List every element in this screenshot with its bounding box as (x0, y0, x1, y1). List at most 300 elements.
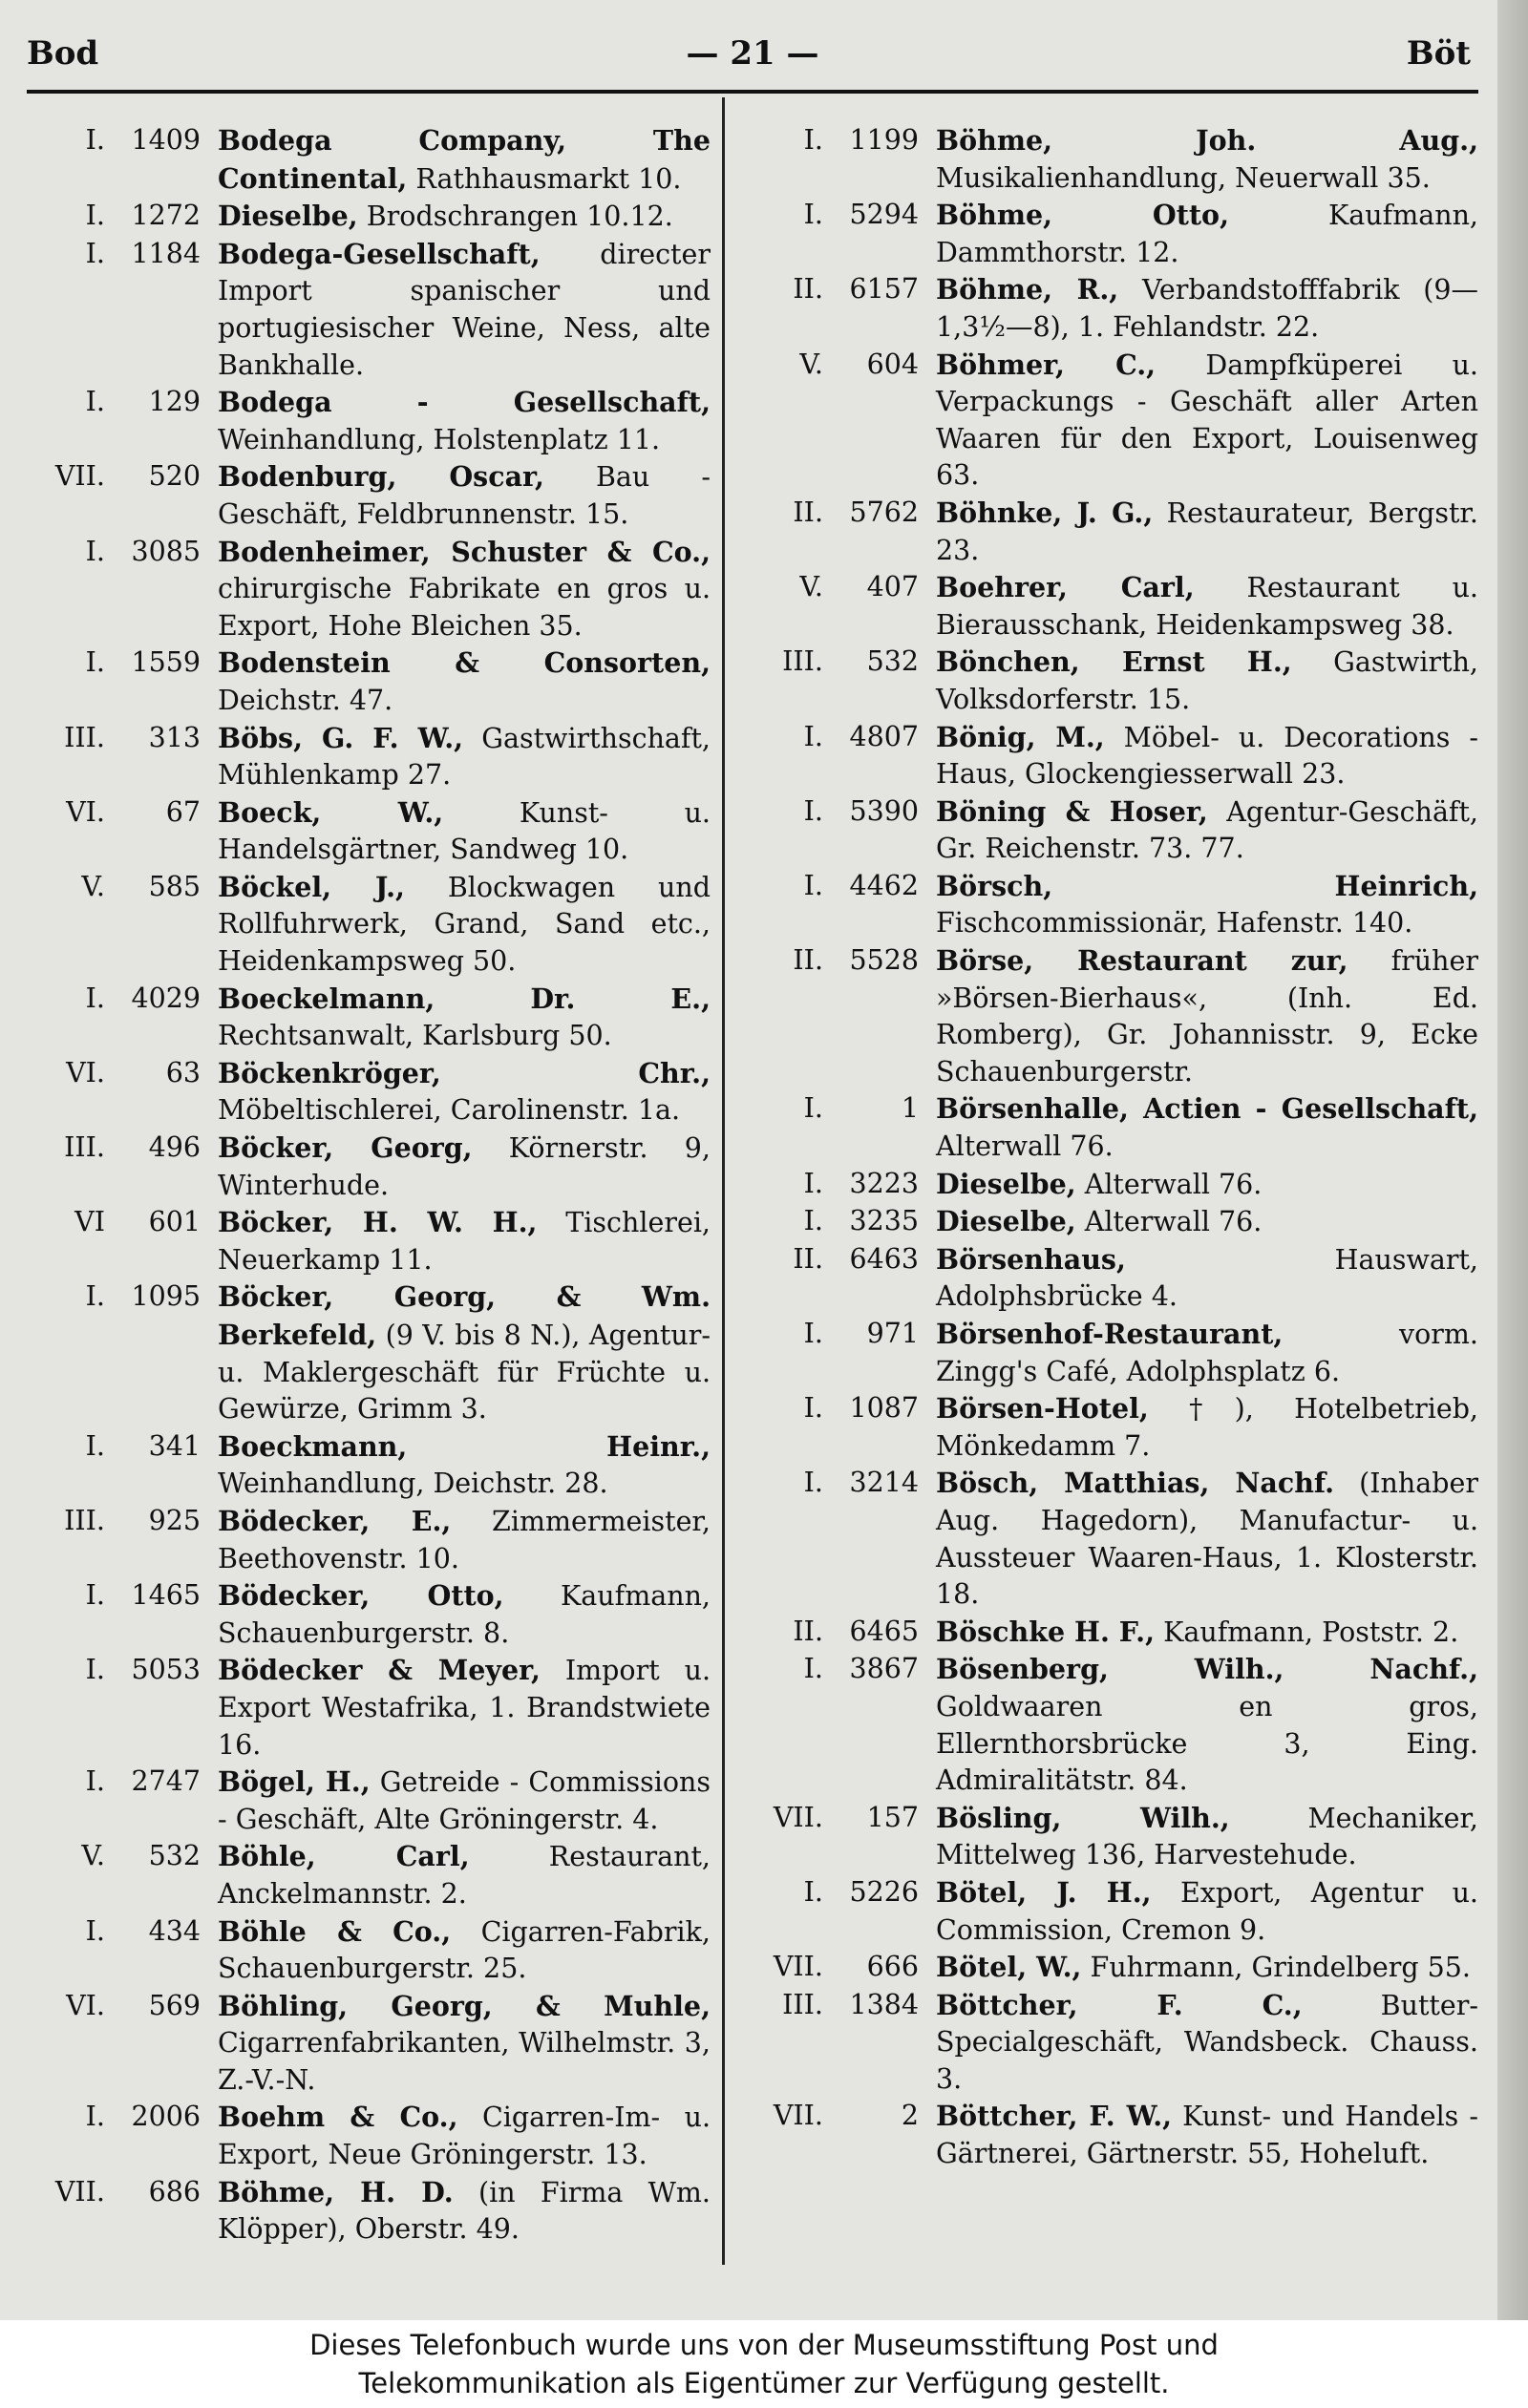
subscriber-name: Börsch, Heinrich, (936, 869, 1478, 902)
subscriber-name: Bodenheimer, Schuster & Co., (218, 535, 711, 568)
subscriber-name: Dieselbe, (936, 1205, 1076, 1238)
column-divider (722, 97, 725, 2265)
subscriber-number: 5294 (849, 199, 919, 231)
subscriber-details: Cigarren-Fabrik, Schauenburgerstr. 25. (218, 1915, 711, 1985)
directory-entry (27, 384, 711, 458)
entry-text (936, 1390, 1478, 1465)
header-right-keyword: Böt (1406, 34, 1471, 73)
exchange-district: I. (85, 982, 105, 1014)
directory-entry (27, 720, 711, 794)
subscriber-name: Bodega - Gesellschaft, (218, 386, 711, 419)
left-column (27, 122, 711, 2249)
entry-text (218, 1913, 711, 1988)
phone-number (737, 1390, 936, 1465)
phone-number (27, 2174, 218, 2249)
subscriber-number: 3235 (849, 1205, 919, 1237)
subscriber-name: Böhme, Otto, (936, 199, 1229, 232)
exchange-district: I. (85, 1280, 105, 1313)
subscriber-details: Restaurant u. Bierausschank, Heidenkampsweg 38. (936, 572, 1478, 641)
directory-entry (27, 1652, 711, 1764)
exchange-district: I. (85, 1765, 105, 1798)
directory-entry (27, 644, 711, 719)
exchange-district: VII. (54, 2175, 105, 2207)
subscriber-details: (Inhaber Aug. Hagedorn), Manufactur- u. Aussteuer Waaren-Haus, 1. Klosterstr. 18. (936, 1468, 1478, 1611)
subscriber-number: 971 (866, 1318, 919, 1349)
exchange-district: I. (803, 1653, 823, 1685)
entry-text (218, 981, 711, 1055)
directory-entry (737, 1166, 1478, 1204)
subscriber-details: Getreide - Commissions - Geschäft, Alte Gröningerstr. 4. (218, 1766, 711, 1835)
phone-number (27, 1838, 218, 1912)
phone-number (27, 2099, 218, 2173)
subscriber-details: Zimmermeister, Beethovenstr. 10. (218, 1505, 711, 1574)
entry-text (218, 2099, 711, 2173)
subscriber-details: Kaufmann, Schauenburgerstr. 8. (218, 1580, 711, 1649)
exchange-district: I. (803, 1092, 823, 1125)
exchange-district: VI. (66, 1056, 105, 1088)
directory-entry (27, 1204, 711, 1278)
directory-entry (737, 1090, 1478, 1165)
subscriber-details: Kaufmann, Dammthorstr. 12. (936, 200, 1478, 268)
subscriber-name: Bönchen, Ernst H., (936, 645, 1292, 679)
exchange-district: I. (85, 646, 105, 679)
phone-number (27, 1278, 218, 1427)
subscriber-number: 1199 (849, 124, 919, 156)
entry-text (218, 2174, 711, 2249)
subscriber-name: Böhling, Georg, & Muhle, (218, 1989, 711, 2022)
directory-entry (737, 1316, 1478, 1390)
entry-text (218, 794, 711, 869)
directory-entry (27, 458, 711, 533)
subscriber-number: 4462 (849, 869, 919, 901)
directory-entry (737, 644, 1478, 718)
subscriber-number: 5390 (849, 794, 919, 827)
header-left-keyword: Bod (27, 34, 99, 73)
entry-text (218, 534, 711, 645)
subscriber-name: Börse, Restaurant zur, (936, 944, 1348, 978)
subscriber-number: 434 (148, 1914, 201, 1947)
subscriber-name: Böschke H. F., (936, 1615, 1156, 1648)
exchange-district: I. (85, 1579, 105, 1612)
directory-entry (737, 793, 1478, 868)
subscriber-name: Bodenburg, Oscar, (218, 460, 544, 494)
phone-number (737, 1614, 936, 1652)
exchange-district: III. (64, 1131, 105, 1164)
subscriber-number: 532 (148, 1840, 201, 1872)
subscriber-details: chirurgische Fabrikate en gros u. Export, Hohe Bleichen 35. (218, 573, 711, 642)
entry-text (936, 122, 1478, 197)
entry-text (936, 1203, 1478, 1241)
subscriber-number: 1087 (849, 1392, 919, 1425)
subscriber-name: Böckenkröger, Chr., (218, 1056, 711, 1089)
subscriber-number: 3223 (849, 1167, 919, 1199)
phone-number (737, 1166, 936, 1204)
subscriber-number: 496 (148, 1131, 201, 1164)
subscriber-details: Möbel- u. Decorations - Haus, Glockengiesserwall 23. (936, 721, 1478, 791)
subscriber-details: Verbandstofffabrik (9—1,3½—8), 1. Fehlandstr. 22. (936, 274, 1479, 343)
directory-entry (27, 869, 711, 981)
subscriber-details: Möbeltischlerei, Carolinenstr. 1a. (218, 1094, 681, 1127)
exchange-district: II. (793, 273, 823, 306)
entry-text (936, 271, 1478, 346)
subscriber-details: Mechaniker, Mittelweg 136, Harvestehude. (936, 1802, 1478, 1871)
phone-number (27, 1764, 218, 1838)
entry-text (218, 1577, 711, 1652)
exchange-district: II. (793, 1615, 823, 1647)
entry-text (218, 1130, 711, 1204)
subscriber-name: Böhle, Carl, (218, 1840, 470, 1873)
subscriber-name: Bötel, W., (936, 1951, 1082, 1984)
phone-number (737, 942, 936, 1090)
directory-entry (27, 1838, 711, 1912)
exchange-district: I. (85, 237, 105, 269)
entry-text (936, 1614, 1478, 1652)
entry-text (218, 869, 711, 981)
footer-line-2: Telekommunikation als Eigentümer zur Verfügung gestellt. (358, 2367, 1170, 2399)
subscriber-name: Boehrer, Carl, (936, 571, 1195, 604)
subscriber-number: 63 (165, 1056, 201, 1088)
phone-number (737, 1651, 936, 1799)
phone-number (737, 1316, 936, 1390)
directory-entry (27, 1577, 711, 1652)
subscriber-number: 2747 (131, 1765, 201, 1798)
subscriber-number: 129 (148, 386, 201, 418)
subscriber-details: Kunst- und Handels - Gärtnerei, Gärtnerstr. 55, Hoheluft. (936, 2101, 1478, 2170)
phone-number (737, 122, 936, 197)
directory-entry (27, 1988, 711, 2100)
subscriber-number: 3867 (849, 1653, 919, 1685)
exchange-district: II. (793, 496, 823, 528)
phone-number (737, 1465, 936, 1613)
page-header (27, 27, 1478, 80)
phone-number (27, 1428, 218, 1503)
subscriber-name: Boehm & Co., (218, 2101, 458, 2134)
subscriber-details: Alterwall 76. (1075, 1168, 1263, 1200)
subscriber-number: 2 (901, 2100, 919, 2132)
subscriber-name: Böhme, R., (936, 273, 1119, 306)
phone-number (27, 720, 218, 794)
subscriber-name: Bögel, H., (218, 1765, 371, 1799)
phone-number (737, 868, 936, 942)
entry-text (936, 719, 1478, 793)
subscriber-details: Bau - Geschäft, Feldbrunnenstr. 15. (218, 461, 711, 530)
subscriber-name: Boeckmann, Heinr., (218, 1429, 711, 1463)
exchange-district: III. (64, 721, 105, 753)
entry-text (936, 495, 1478, 569)
subscriber-details: Rechtsanwalt, Karlsburg 50. (218, 1020, 612, 1052)
directory-entry (737, 271, 1478, 346)
entry-text (218, 644, 711, 719)
phone-number (27, 794, 218, 869)
subscriber-details: Alterwall 76. (936, 1130, 1114, 1163)
exchange-district: II. (793, 944, 823, 977)
directory-entry (737, 1800, 1478, 1874)
subscriber-details: Goldwaaren en gros, Ellernthorsbrücke 3, Eing. Admiralitätstr. 84. (936, 1690, 1478, 1797)
entry-text (936, 1465, 1478, 1613)
directory-entry (737, 347, 1478, 495)
exchange-district: I. (803, 124, 823, 156)
subscriber-details: Alterwall 76. (1075, 1206, 1263, 1238)
subscriber-name: Böning & Hoser, (936, 794, 1208, 828)
entry-text (936, 1651, 1478, 1799)
exchange-district: I. (803, 720, 823, 752)
subscriber-number: 1095 (131, 1280, 201, 1313)
entry-text (218, 1428, 711, 1503)
directory-entry (27, 1428, 711, 1503)
subscriber-name: Bösling, Wilh., (936, 1801, 1230, 1834)
exchange-district: I. (85, 386, 105, 418)
subscriber-number: 1272 (131, 200, 201, 232)
entry-text (218, 236, 711, 384)
subscriber-details: Blockwagen und Rollfuhrwerk, Grand, Sand etc., Heidenkampsweg 50. (218, 871, 711, 978)
subscriber-number: 1384 (849, 1988, 919, 2020)
subscriber-number: 520 (148, 460, 201, 493)
subscriber-number: 585 (148, 870, 201, 902)
exchange-district: V. (81, 1840, 105, 1872)
subscriber-name: Börsenhalle, Actien - Gesellschaft, (936, 1092, 1478, 1126)
subscriber-details: Musikalienhandlung, Neuerwall 35. (936, 161, 1431, 194)
exchange-district: V. (81, 870, 105, 902)
subscriber-number: 666 (866, 1951, 919, 1983)
footer-line-1: Dieses Telefonbuch wurde uns von der Museumsstiftung Post und (309, 2329, 1219, 2361)
subscriber-details: Cigarren-Im- u. Export, Neue Gröningerstr. 13. (218, 2102, 711, 2171)
phone-number (737, 1241, 936, 1316)
subscriber-name: Bodega-Gesellschaft, (218, 237, 541, 270)
exchange-district: I. (85, 1654, 105, 1686)
phone-number (737, 644, 936, 718)
entry-text (218, 1988, 711, 2100)
subscriber-details: Kaufmann, Poststr. 2. (1155, 1616, 1459, 1648)
subscriber-name: Böckel, J., (218, 870, 405, 903)
entry-text (936, 2098, 1478, 2172)
subscriber-details: Kunst- u. Handelsgärtner, Sandweg 10. (218, 796, 711, 866)
entry-text (936, 1090, 1478, 1165)
directory-entry (27, 198, 711, 236)
subscriber-number: 5226 (849, 1875, 919, 1908)
subscriber-number: 341 (148, 1429, 201, 1462)
entry-text (218, 1278, 711, 1427)
directory-entry (737, 1390, 1478, 1465)
subscriber-name: Boeck, W., (218, 795, 444, 829)
phone-number (737, 495, 936, 569)
exchange-district: VI. (66, 795, 105, 828)
subscriber-name: Bödecker, E., (218, 1504, 452, 1537)
subscriber-name: Böcker, H. W. H., (218, 1206, 538, 1239)
phone-number (27, 1913, 218, 1988)
directory-entry (27, 1503, 711, 1577)
subscriber-name: Böcker, Georg, & Wm. Berkefeld, (218, 1280, 711, 1351)
directory-entry (737, 2098, 1478, 2172)
subscriber-number: 407 (866, 571, 919, 603)
subscriber-number: 6463 (849, 1242, 919, 1275)
exchange-district: III. (64, 1504, 105, 1536)
subscriber-details: Hauswart, Adolphsbrücke 4. (936, 1243, 1478, 1313)
exchange-district: I. (803, 1167, 823, 1199)
directory-entry (737, 495, 1478, 569)
exchange-district: I. (803, 1467, 823, 1499)
subscriber-details: Rathhausmarkt 10. (407, 162, 682, 195)
exchange-district: VI. (66, 1989, 105, 2021)
subscriber-details: (9 V. bis 8 N.), Agentur- u. Maklergeschäft für Früchte u. Gewürze, Grimm 3. (218, 1320, 711, 1426)
subscriber-details: Weinhandlung, Deichstr. 28. (218, 1468, 608, 1500)
entry-text (936, 569, 1478, 644)
directory-entry (27, 1278, 711, 1427)
directory-entry (27, 1764, 711, 1838)
subscriber-details: (in Firma Wm. Klöpper), Oberstr. 49. (218, 2176, 711, 2246)
subscriber-details: Fischcommissionär, Hafenstr. 140. (936, 907, 1413, 940)
entry-text (218, 1503, 711, 1577)
subscriber-number: 1409 (131, 124, 201, 156)
page-edge-shadow (1497, 0, 1528, 2320)
exchange-district: VII. (773, 1801, 823, 1833)
subscriber-number: 4807 (849, 720, 919, 752)
right-column (737, 122, 1478, 2173)
subscriber-name: Bönig, M., (936, 720, 1105, 753)
phone-number (737, 271, 936, 346)
phone-number (27, 1055, 218, 1130)
phone-number (27, 1652, 218, 1764)
entry-text (936, 347, 1478, 495)
subscriber-name: Bösenberg, Wilh., Nachf., (936, 1653, 1478, 1686)
exchange-district: I. (85, 2101, 105, 2133)
directory-entry (737, 197, 1478, 271)
subscriber-details: früher »Börsen-Bierhaus«, (Inh. Ed. Romberg), Gr. Johannisstr. 9, Ecke Schauenburgerstr. (936, 945, 1478, 1088)
exchange-district: I. (803, 1875, 823, 1908)
entry-text (218, 720, 711, 794)
subscriber-details: Brodschrangen 10.12. (357, 201, 673, 233)
subscriber-name: Boeckelmann, Dr. E., (218, 982, 711, 1015)
subscriber-number: 604 (866, 348, 919, 380)
phone-number (737, 197, 936, 271)
subscriber-number: 601 (148, 1206, 201, 1238)
subscriber-details: Cigarrenfabrikanten, Wilhelmstr. 3, Z.-V.-N. (218, 2027, 711, 2096)
directory-entry (27, 2099, 711, 2173)
exchange-district: I. (85, 1914, 105, 1947)
subscriber-number: 686 (148, 2175, 201, 2207)
directory-entry (27, 1913, 711, 1988)
entry-text (936, 1166, 1478, 1204)
subscriber-name: Böhnke, J. G., (936, 496, 1154, 529)
entry-text (218, 1838, 711, 1912)
directory-entry (27, 1055, 711, 1130)
directory-entry (737, 569, 1478, 644)
subscriber-number: 157 (866, 1801, 919, 1833)
phone-number (27, 236, 218, 384)
directory-entry (737, 1987, 1478, 2099)
subscriber-details: Gastwirth, Volksdorferstr. 15. (936, 646, 1478, 715)
subscriber-name: Böhme, H. D. (218, 2175, 454, 2208)
phone-number (27, 869, 218, 981)
exchange-district: I. (85, 1429, 105, 1462)
directory-entry (737, 1874, 1478, 1949)
subscriber-number: 1559 (131, 646, 201, 679)
phone-number (27, 1503, 218, 1577)
subscriber-name: Börsen-Hotel, (936, 1392, 1149, 1426)
subscriber-number: 4029 (131, 982, 201, 1014)
phone-number (737, 1090, 936, 1165)
subscriber-name: Börsenhof-Restaurant, (936, 1318, 1284, 1350)
exchange-district: I. (85, 124, 105, 156)
exchange-district: III. (782, 1988, 823, 2020)
subscriber-name: Böcker, Georg, (218, 1131, 473, 1165)
phone-number (737, 1800, 936, 1874)
subscriber-details: Restaurant, Anckelmannstr. 2. (218, 1841, 711, 1910)
entry-text (218, 1652, 711, 1764)
entry-text (936, 644, 1478, 718)
directory-entry (737, 1465, 1478, 1613)
subscriber-details: Weinhandlung, Holstenplatz 11. (218, 423, 661, 455)
directory-entry (737, 1614, 1478, 1652)
subscriber-details: Tischlerei, Neuerkamp 11. (218, 1207, 711, 1276)
directory-entry (737, 1203, 1478, 1241)
exchange-district: V. (799, 571, 823, 603)
exchange-district: I. (803, 1392, 823, 1425)
subscriber-name: Dieselbe, (936, 1167, 1076, 1200)
subscriber-name: Bödecker, Otto, (218, 1579, 504, 1613)
subscriber-number: 313 (148, 721, 201, 753)
subscriber-number: 3214 (849, 1467, 919, 1499)
subscriber-name: Dieselbe, (218, 200, 358, 233)
directory-entry (737, 1241, 1478, 1316)
exchange-district: I. (803, 1205, 823, 1237)
directory-entry (737, 868, 1478, 942)
subscriber-number: 5053 (131, 1654, 201, 1686)
phone-number (27, 981, 218, 1055)
subscriber-number: 67 (165, 795, 201, 828)
entry-text (218, 122, 711, 198)
subscriber-name: Bötel, J. H., (936, 1875, 1152, 1909)
subscriber-name: Böhme, Joh. Aug., (936, 124, 1478, 157)
entry-text (936, 1987, 1478, 2099)
phone-number (737, 569, 936, 644)
subscriber-details: Deichstr. 47. (218, 684, 393, 716)
exchange-district: I. (85, 535, 105, 567)
subscriber-number: 5528 (849, 944, 919, 977)
exchange-district: I. (803, 199, 823, 231)
subscriber-details: Dampfküperei u. Verpackungs - Geschäft aller Arten Waaren für den Export, Louisenweg 63. (936, 349, 1478, 492)
phone-number (737, 2098, 936, 2172)
phone-number (737, 1874, 936, 1949)
entry-text (936, 197, 1478, 271)
exchange-district: V. (799, 348, 823, 380)
subscriber-number: 6465 (849, 1615, 919, 1647)
exchange-district: I. (85, 200, 105, 232)
subscriber-details: Butter-Specialgeschäft, Wandsbeck. Chauss. 3. (936, 1989, 1478, 2095)
subscriber-number: 2006 (131, 2101, 201, 2133)
entry-text (936, 1949, 1478, 1987)
subscriber-number: 6157 (849, 273, 919, 306)
phone-number (737, 719, 936, 793)
directory-entry (737, 1651, 1478, 1799)
subscriber-name: Böbs, G. F. W., (218, 721, 464, 754)
phone-number (27, 384, 218, 458)
directory-entry (27, 2174, 711, 2249)
phone-number (27, 198, 218, 236)
directory-entry (27, 794, 711, 869)
entry-text (936, 793, 1478, 868)
phone-number (27, 644, 218, 719)
subscriber-number: 569 (148, 1989, 201, 2021)
entry-text (936, 1800, 1478, 1874)
subscriber-number: 5762 (849, 496, 919, 528)
subscriber-number: 1465 (131, 1579, 201, 1612)
exchange-district: II. (793, 1242, 823, 1275)
phone-number (27, 1204, 218, 1278)
exchange-district: VII. (54, 460, 105, 493)
phone-number (737, 1203, 936, 1241)
directory-entry (737, 942, 1478, 1090)
page-number: — 21 — (686, 34, 819, 73)
